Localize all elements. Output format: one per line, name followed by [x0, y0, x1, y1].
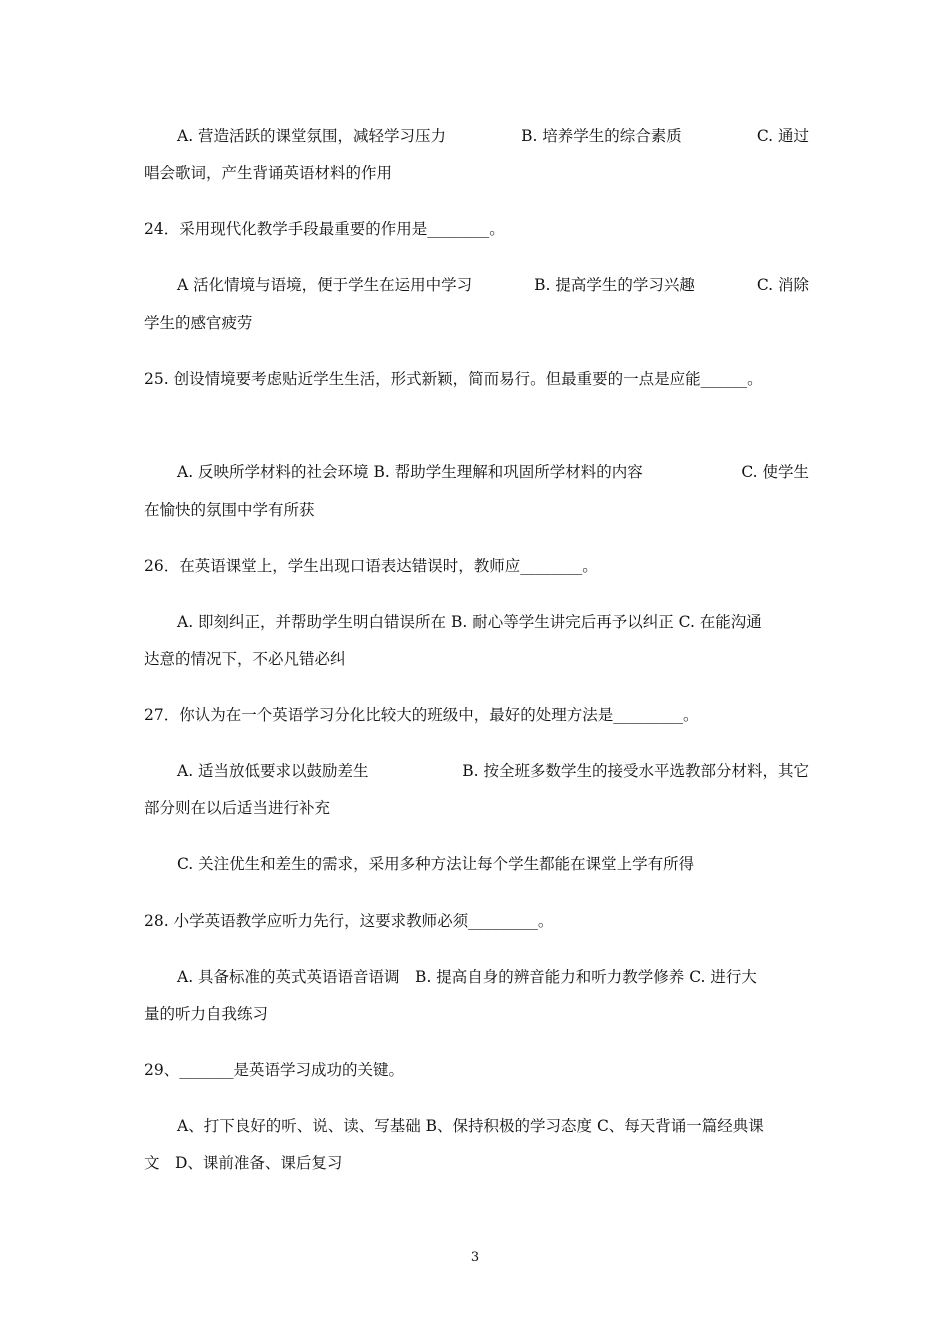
q25-option-c: C. 使学生 [741, 463, 809, 481]
q26-stem: 26．在英语课堂上，学生出现口语表达错误时，教师应________。 [144, 557, 598, 575]
q29-options-line-1: A、打下良好的听、说、读、写基础 B、保持积极的学习态度 C、每天背诵一篇经典课 [177, 1117, 764, 1135]
q27-option-c: C. 关注优生和差生的需求，采用多种方法让每个学生都能在课堂上学有所得 [177, 855, 695, 873]
q23-option-c: C. 通过 [756, 127, 809, 145]
q25-stem: 25. 创设情境要考虑贴近学生生活，形式新颖，简而易行。但最重要的一点是应能______。 [144, 370, 763, 388]
q23-option-b: B. 培养学生的综合素质 [521, 127, 682, 145]
q28-stem: 28. 小学英语教学应听力先行，这要求教师必须_________。 [144, 912, 554, 930]
q28-options-line-1: A. 具备标准的英式英语语音语调 B. 提高自身的辨音能力和听力教学修养 C. 进行大 [177, 968, 757, 986]
q26-options-line-2: 达意的情况下，不必凡错必纠 [144, 650, 346, 668]
q25-options-line-1 [177, 461, 809, 483]
q24-option-c: C. 消除 [756, 276, 809, 294]
q24-option-a: A 活化情境与语境，便于学生在运用中学习 [177, 276, 473, 294]
q29-options-line-2: 文 D、课前准备、课后复习 [144, 1154, 343, 1172]
q24-options-line-1 [177, 274, 809, 296]
q27-options-line-1 [177, 760, 809, 782]
q24-option-b: B. 提高学生的学习兴趣 [534, 276, 695, 294]
q25-options-line-2: 在愉快的氛围中学有所获 [144, 501, 315, 519]
q25-option-ab: A. 反映所学材料的社会环境 B. 帮助学生理解和巩固所学材料的内容 [177, 463, 643, 481]
q26-options-line-1: A. 即刻纠正，并帮助学生明白错误所在 B. 耐心等学生讲完后再予以纠正 C. 在能沟通 [177, 613, 762, 631]
q27-stem: 27．你认为在一个英语学习分化比较大的班级中，最好的处理方法是_________。 [144, 706, 699, 724]
q24-stem: 24．采用现代化教学手段最重要的作用是________。 [144, 220, 505, 238]
q23-options-line-1 [177, 125, 809, 147]
q27-option-a: A. 适当放低要求以鼓励差生 [177, 762, 369, 780]
q23-option-a: A. 营造活跃的课堂氛围，减轻学习压力 [177, 127, 447, 145]
page-number: 3 [470, 1250, 480, 1265]
q24-options-line-2: 学生的感官疲劳 [144, 314, 253, 332]
q23-options-line-2: 唱会歌词，产生背诵英语材料的作用 [144, 164, 393, 182]
q27-options-line-2: 部分则在以后适当进行补充 [144, 799, 331, 817]
q29-stem: 29、_______是英语学习成功的关键。 [144, 1061, 404, 1079]
q27-option-b: B. 按全班多数学生的接受水平选教部分材料，其它 [462, 762, 809, 780]
q28-options-line-2: 量的听力自我练习 [144, 1005, 269, 1023]
